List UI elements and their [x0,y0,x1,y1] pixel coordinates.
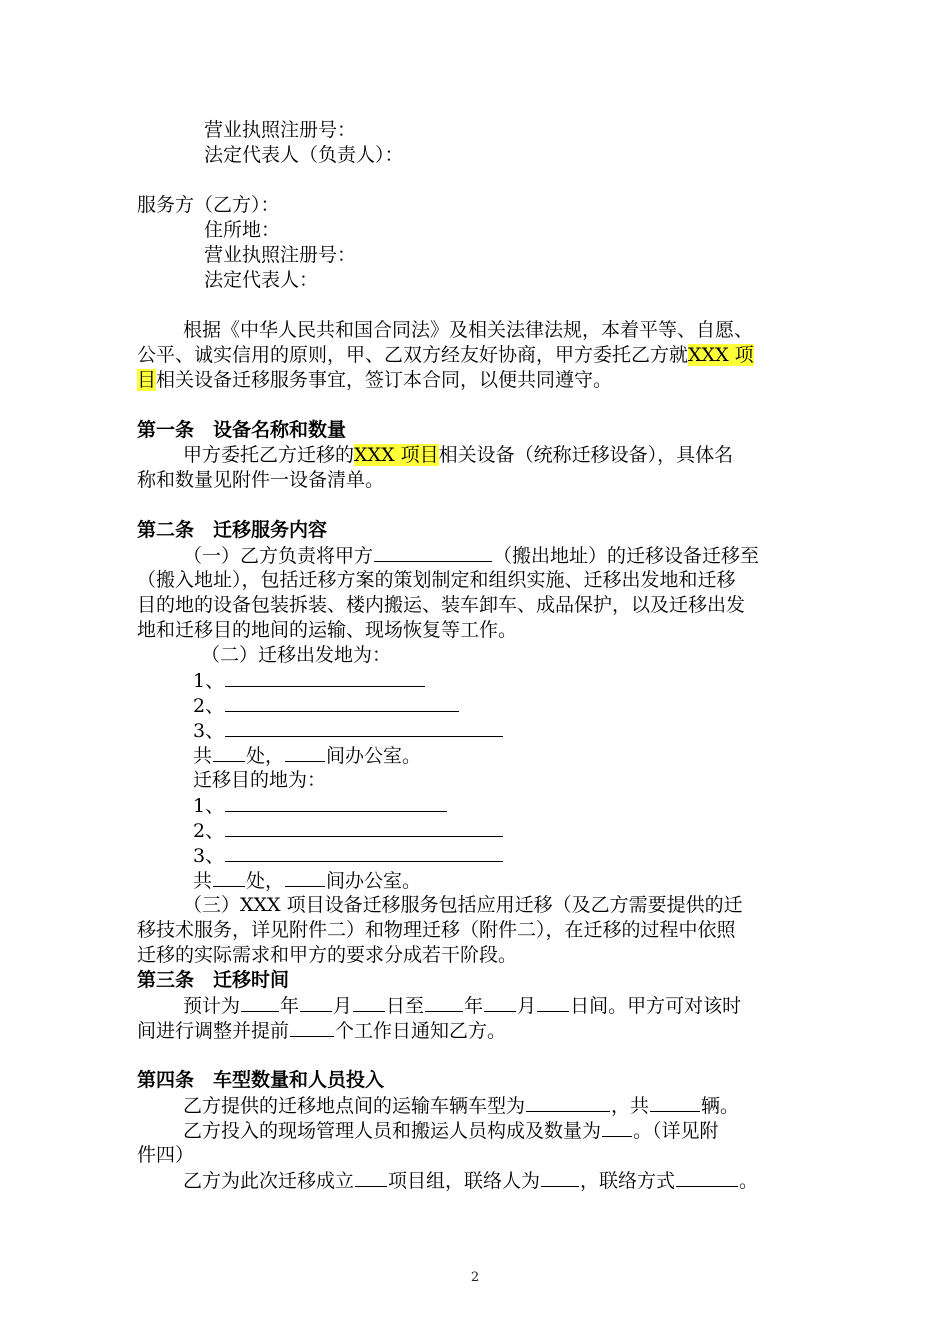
article-4-heading: 第四条 车型数量和人员投入 [137,1069,385,1091]
article-3-text: 个工作日通知乙方。 [335,1020,507,1042]
highlighted-project-name: XXX 项目 [354,444,439,466]
article-1-text: 称和数量见附件一设备清单。 [137,469,385,491]
destination-count-blank[interactable] [213,868,245,887]
departure-rooms-blank[interactable] [285,743,325,762]
article-1-text: 甲方委托乙方迁移的 [183,444,355,466]
vehicle-count-blank[interactable] [650,1093,700,1112]
end-day-blank[interactable] [537,993,569,1012]
article-2-text: （搬入地址），包括迁移方案的策划制定和组织实施、迁移出发地和迁移 [137,569,736,591]
article-3-text: 日至 [386,995,425,1017]
yi-legal-representative: 法定代表人： [204,269,319,291]
article-1-text: 相关设备（统称迁移设备），具体名 [438,444,734,466]
destination-location-blank[interactable] [225,818,503,837]
total-text: 处， [246,870,285,892]
article-2-text: 迁移的实际需求和甲方的要求分成若干阶段。 [137,944,518,966]
preamble-line: 公平、诚实信用的原则，甲、乙双方经友好协商，甲方委托乙方就 [137,344,689,366]
yi-address: 住所地： [204,219,281,241]
article-1-heading: 第一条 设备名称和数量 [137,419,347,441]
destination-rooms-blank[interactable] [285,868,325,887]
list-number: 1、 [193,795,225,817]
article-3-text: 月 [517,995,537,1017]
departure-heading: （二）迁移出发地为： [201,644,392,666]
contact-method-blank[interactable] [676,1168,738,1187]
article-3-text: 日间。甲方可对该时 [570,995,742,1017]
jia-registration-number: 营业执照注册号： [204,119,357,141]
list-number: 1、 [193,670,225,692]
highlighted-project-name: 目 [137,369,157,391]
contact-person-blank[interactable] [541,1168,579,1187]
end-month-blank[interactable] [484,993,516,1012]
article-2-heading: 第二条 迁移服务内容 [137,519,328,541]
article-2-text: 地和迁移目的地间的运输、现场恢复等工作。 [137,619,518,641]
article-4-text: 乙方投入的现场管理人员和搬运人员构成及数量为 [183,1120,602,1142]
start-month-blank[interactable] [300,993,332,1012]
destination-heading: 迁移目的地为： [193,769,327,791]
departure-location-blank[interactable] [225,693,459,712]
total-text: 处， [246,745,285,767]
article-3-text: 年 [280,995,300,1017]
preamble-paragraph [137,318,817,393]
article-4-text: 。 [739,1170,759,1192]
yi-party-title: 服务方（乙方）： [137,194,280,216]
move-out-address-blank[interactable] [374,543,492,562]
destination-location-blank[interactable] [225,843,503,862]
destination-location-blank[interactable] [225,793,447,812]
article-3-text: 年 [464,995,484,1017]
page-number: 2 [470,1270,480,1285]
project-team-blank[interactable] [355,1168,387,1187]
preamble-line: 相关设备迁移服务事宜，签订本合同，以便共同遵守。 [156,369,613,391]
article-2-text: （三）XXX 项目设备迁移服务包括应用迁移（及乙方需要提供的迁 [183,894,743,916]
article-2-text: （搬出地址）的迁移设备迁移至 [493,545,760,567]
departure-location-blank[interactable] [225,718,503,737]
total-text: 间办公室。 [326,745,422,767]
list-number: 3、 [193,720,225,742]
article-4-text: 辆。 [701,1095,740,1117]
start-year-blank[interactable] [241,993,279,1012]
article-2-text: 移技术服务，详见附件二）和物理迁移（附件二），在迁移的过程中依照 [137,919,736,941]
yi-registration-number: 营业执照注册号： [204,244,357,266]
article-4-text: ，联络方式 [580,1170,676,1192]
list-number: 3、 [193,845,225,867]
article-4-text: ，共 [611,1095,650,1117]
list-number: 2、 [193,695,225,717]
total-text: 间办公室。 [326,870,422,892]
article-3-text: 月 [333,995,353,1017]
vehicle-type-blank[interactable] [526,1093,610,1112]
end-year-blank[interactable] [425,993,463,1012]
staff-count-blank[interactable] [602,1118,632,1137]
article-3-heading: 第三条 迁移时间 [137,969,290,991]
departure-count-blank[interactable] [213,743,245,762]
jia-legal-representative: 法定代表人（负责人）： [204,144,404,166]
article-4-text: 件四） [137,1144,195,1166]
departure-location-blank[interactable] [225,668,425,687]
notice-days-blank[interactable] [290,1018,334,1037]
preamble-line: 根据《中华人民共和国合同法》及相关法律法规，本着平等、自愿、 [183,319,754,341]
article-3-text: 预计为 [183,995,241,1017]
contract-page [137,118,817,1193]
highlighted-project-name: XXX 项 [688,344,754,366]
article-4-text: 项目组，联络人为 [388,1170,541,1192]
article-4-text: 。（详见附 [633,1120,719,1142]
article-2-text: （一）乙方负责将甲方 [183,545,374,567]
article-4-text: 乙方为此次迁移成立 [183,1170,355,1192]
article-4-text: 乙方提供的迁移地点间的运输车辆车型为 [183,1095,526,1117]
start-day-blank[interactable] [353,993,385,1012]
total-text: 共 [193,745,213,767]
list-number: 2、 [193,820,225,842]
total-text: 共 [193,870,213,892]
article-2-text: 目的地的设备包装拆装、楼内搬运、装车卸车、成品保护，以及迁移出发 [137,594,746,616]
article-3-text: 间进行调整并提前 [137,1020,290,1042]
